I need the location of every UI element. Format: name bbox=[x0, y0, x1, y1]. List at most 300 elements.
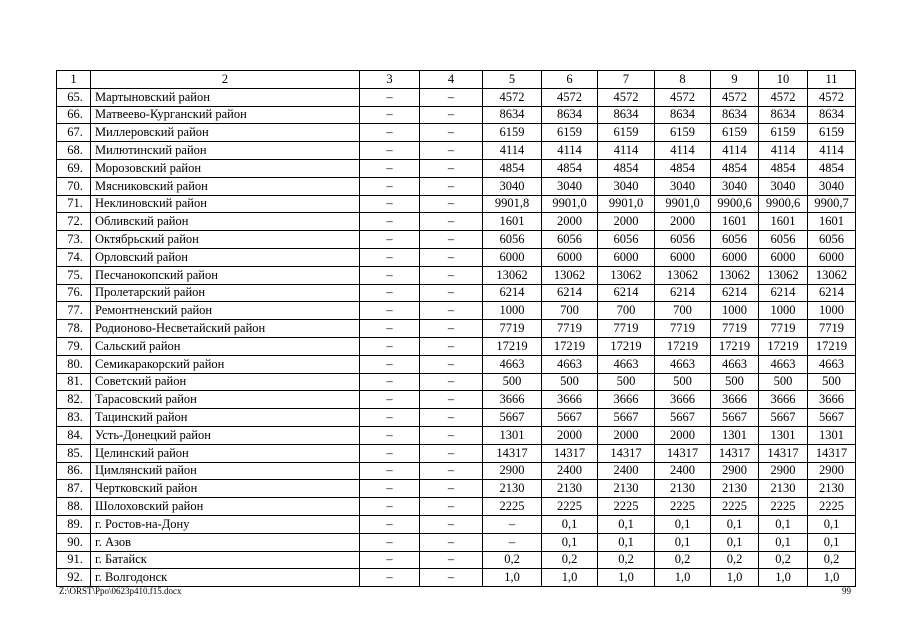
district-name-cell: Миллеровский район bbox=[91, 124, 360, 142]
value-cell: – bbox=[420, 106, 483, 124]
value-cell: – bbox=[360, 266, 420, 284]
column-header: 4 bbox=[420, 71, 483, 89]
value-cell: 14317 bbox=[598, 444, 655, 462]
value-cell: 2000 bbox=[598, 426, 655, 444]
value-cell: 9901,8 bbox=[483, 195, 542, 213]
row-number-cell: 69. bbox=[57, 159, 91, 177]
value-cell: 0,1 bbox=[711, 515, 759, 533]
value-cell: 0,2 bbox=[655, 551, 711, 569]
value-cell: – bbox=[360, 231, 420, 249]
district-name-cell: г. Азов bbox=[91, 533, 360, 551]
value-cell: 17219 bbox=[655, 337, 711, 355]
value-cell: – bbox=[360, 177, 420, 195]
value-cell: – bbox=[360, 444, 420, 462]
value-cell: – bbox=[360, 195, 420, 213]
document-path: Z:\ORST\Ppo\0623p410.f15.docx bbox=[59, 586, 182, 596]
value-cell: 3040 bbox=[711, 177, 759, 195]
value-cell: 0,2 bbox=[542, 551, 598, 569]
value-cell: 0,1 bbox=[759, 533, 808, 551]
district-name-cell: Чертковский район bbox=[91, 480, 360, 498]
value-cell: 1,0 bbox=[598, 569, 655, 587]
value-cell: 14317 bbox=[542, 444, 598, 462]
value-cell: 9900,7 bbox=[808, 195, 856, 213]
district-name-cell: Родионово-Несветайский район bbox=[91, 320, 360, 338]
value-cell: 4663 bbox=[655, 355, 711, 373]
value-cell: – bbox=[360, 426, 420, 444]
column-header: 11 bbox=[808, 71, 856, 89]
value-cell: 13062 bbox=[655, 266, 711, 284]
value-cell: 2225 bbox=[711, 498, 759, 516]
value-cell: – bbox=[360, 391, 420, 409]
value-cell: 500 bbox=[483, 373, 542, 391]
row-number-cell: 88. bbox=[57, 498, 91, 516]
table-row bbox=[57, 302, 856, 320]
value-cell: 700 bbox=[655, 302, 711, 320]
value-cell: 7719 bbox=[711, 320, 759, 338]
value-cell: 2130 bbox=[759, 480, 808, 498]
value-cell: 1301 bbox=[759, 426, 808, 444]
value-cell: 4854 bbox=[483, 159, 542, 177]
district-name-cell: Обливский район bbox=[91, 213, 360, 231]
value-cell: 4114 bbox=[711, 142, 759, 160]
value-cell: 1000 bbox=[808, 302, 856, 320]
header-row bbox=[57, 71, 856, 89]
value-cell: – bbox=[420, 533, 483, 551]
value-cell: – bbox=[483, 515, 542, 533]
table-row bbox=[57, 498, 856, 516]
table-row bbox=[57, 355, 856, 373]
row-number-cell: 68. bbox=[57, 142, 91, 160]
value-cell: 2000 bbox=[655, 426, 711, 444]
district-name-cell: Шолоховский район bbox=[91, 498, 360, 516]
row-number-cell: 71. bbox=[57, 195, 91, 213]
value-cell: – bbox=[420, 426, 483, 444]
table-row bbox=[57, 320, 856, 338]
value-cell: 17219 bbox=[808, 337, 856, 355]
table-row bbox=[57, 88, 856, 106]
row-number-cell: 77. bbox=[57, 302, 91, 320]
value-cell: – bbox=[360, 248, 420, 266]
value-cell: – bbox=[420, 320, 483, 338]
value-cell: 2400 bbox=[598, 462, 655, 480]
value-cell: 500 bbox=[655, 373, 711, 391]
value-cell: 7719 bbox=[655, 320, 711, 338]
value-cell: – bbox=[420, 444, 483, 462]
value-cell: 4572 bbox=[598, 88, 655, 106]
district-name-cell: Цимлянский район bbox=[91, 462, 360, 480]
value-cell: 4854 bbox=[808, 159, 856, 177]
district-name-cell: г. Ростов-на-Дону bbox=[91, 515, 360, 533]
value-cell: 4114 bbox=[808, 142, 856, 160]
value-cell: 0,1 bbox=[598, 533, 655, 551]
value-cell: 500 bbox=[711, 373, 759, 391]
row-number-cell: 78. bbox=[57, 320, 91, 338]
district-name-cell: г. Батайск bbox=[91, 551, 360, 569]
value-cell: – bbox=[420, 337, 483, 355]
value-cell: 1601 bbox=[711, 213, 759, 231]
value-cell: 0,1 bbox=[759, 515, 808, 533]
value-cell: 6159 bbox=[655, 124, 711, 142]
value-cell: – bbox=[420, 355, 483, 373]
column-header: 3 bbox=[360, 71, 420, 89]
value-cell: 5667 bbox=[598, 409, 655, 427]
value-cell: 6056 bbox=[808, 231, 856, 249]
table-row bbox=[57, 124, 856, 142]
value-cell: 9901,0 bbox=[542, 195, 598, 213]
value-cell: 4663 bbox=[483, 355, 542, 373]
value-cell: 1,0 bbox=[483, 569, 542, 587]
value-cell: 6000 bbox=[542, 248, 598, 266]
value-cell: 6214 bbox=[483, 284, 542, 302]
value-cell: 2225 bbox=[542, 498, 598, 516]
row-number-cell: 92. bbox=[57, 569, 91, 587]
value-cell: 1,0 bbox=[808, 569, 856, 587]
value-cell: 4114 bbox=[655, 142, 711, 160]
value-cell: – bbox=[420, 142, 483, 160]
value-cell: 6000 bbox=[598, 248, 655, 266]
value-cell: – bbox=[420, 284, 483, 302]
district-name-cell: Сальский район bbox=[91, 337, 360, 355]
value-cell: 1601 bbox=[808, 213, 856, 231]
row-number-cell: 72. bbox=[57, 213, 91, 231]
value-cell: 0,1 bbox=[655, 515, 711, 533]
row-number-cell: 91. bbox=[57, 551, 91, 569]
value-cell: 17219 bbox=[542, 337, 598, 355]
value-cell: 4572 bbox=[808, 88, 856, 106]
value-cell: 0,2 bbox=[483, 551, 542, 569]
district-name-cell: Милютинский район bbox=[91, 142, 360, 160]
row-number-cell: 87. bbox=[57, 480, 91, 498]
value-cell: – bbox=[420, 462, 483, 480]
table-row bbox=[57, 337, 856, 355]
value-cell: – bbox=[360, 302, 420, 320]
value-cell: – bbox=[420, 515, 483, 533]
value-cell: 13062 bbox=[808, 266, 856, 284]
column-header: 9 bbox=[711, 71, 759, 89]
value-cell: 3040 bbox=[759, 177, 808, 195]
value-cell: 2130 bbox=[542, 480, 598, 498]
value-cell: 0,1 bbox=[542, 533, 598, 551]
value-cell: 6159 bbox=[808, 124, 856, 142]
value-cell: 3040 bbox=[483, 177, 542, 195]
value-cell: 1000 bbox=[711, 302, 759, 320]
value-cell: 14317 bbox=[655, 444, 711, 462]
value-cell: – bbox=[360, 533, 420, 551]
column-header: 1 bbox=[57, 71, 91, 89]
value-cell: 4854 bbox=[598, 159, 655, 177]
value-cell: 6214 bbox=[542, 284, 598, 302]
value-cell: 4572 bbox=[655, 88, 711, 106]
value-cell: 7719 bbox=[759, 320, 808, 338]
district-name-cell: Мартыновский район bbox=[91, 88, 360, 106]
value-cell: 2000 bbox=[542, 426, 598, 444]
value-cell: 0,2 bbox=[808, 551, 856, 569]
value-cell: 5667 bbox=[711, 409, 759, 427]
value-cell: – bbox=[360, 462, 420, 480]
row-number-cell: 67. bbox=[57, 124, 91, 142]
value-cell: 2225 bbox=[655, 498, 711, 516]
table-row bbox=[57, 409, 856, 427]
value-cell: 3040 bbox=[808, 177, 856, 195]
value-cell: – bbox=[420, 159, 483, 177]
table-body bbox=[57, 88, 856, 586]
value-cell: 0,2 bbox=[711, 551, 759, 569]
value-cell: 6000 bbox=[483, 248, 542, 266]
value-cell: – bbox=[360, 284, 420, 302]
value-cell: 7719 bbox=[598, 320, 655, 338]
value-cell: 2900 bbox=[483, 462, 542, 480]
value-cell: 8634 bbox=[655, 106, 711, 124]
value-cell: 2400 bbox=[655, 462, 711, 480]
value-cell: 6056 bbox=[711, 231, 759, 249]
value-cell: 3666 bbox=[598, 391, 655, 409]
value-cell: – bbox=[360, 88, 420, 106]
value-cell: 6056 bbox=[759, 231, 808, 249]
value-cell: 0,1 bbox=[655, 533, 711, 551]
value-cell: – bbox=[360, 337, 420, 355]
row-number-cell: 65. bbox=[57, 88, 91, 106]
value-cell: 3666 bbox=[808, 391, 856, 409]
value-cell: 17219 bbox=[759, 337, 808, 355]
value-cell: 6214 bbox=[711, 284, 759, 302]
value-cell: 7719 bbox=[542, 320, 598, 338]
value-cell: 4854 bbox=[711, 159, 759, 177]
value-cell: – bbox=[360, 124, 420, 142]
value-cell: 0,1 bbox=[808, 533, 856, 551]
value-cell: 6159 bbox=[759, 124, 808, 142]
value-cell: – bbox=[360, 355, 420, 373]
table-row bbox=[57, 231, 856, 249]
value-cell: – bbox=[420, 480, 483, 498]
value-cell: 4114 bbox=[483, 142, 542, 160]
value-cell: 1000 bbox=[759, 302, 808, 320]
value-cell: 500 bbox=[542, 373, 598, 391]
value-cell: 13062 bbox=[542, 266, 598, 284]
value-cell: 2225 bbox=[483, 498, 542, 516]
table-row bbox=[57, 266, 856, 284]
value-cell: 2900 bbox=[711, 462, 759, 480]
value-cell: 700 bbox=[598, 302, 655, 320]
value-cell: 9900,6 bbox=[711, 195, 759, 213]
table-row bbox=[57, 106, 856, 124]
value-cell: – bbox=[420, 373, 483, 391]
value-cell: – bbox=[483, 533, 542, 551]
value-cell: 2900 bbox=[808, 462, 856, 480]
value-cell: 2225 bbox=[598, 498, 655, 516]
value-cell: 8634 bbox=[483, 106, 542, 124]
value-cell: – bbox=[420, 391, 483, 409]
value-cell: 1301 bbox=[483, 426, 542, 444]
value-cell: – bbox=[420, 569, 483, 587]
row-number-cell: 73. bbox=[57, 231, 91, 249]
value-cell: 7719 bbox=[808, 320, 856, 338]
value-cell: 1,0 bbox=[655, 569, 711, 587]
value-cell: 2130 bbox=[655, 480, 711, 498]
district-name-cell: Тарасовский район bbox=[91, 391, 360, 409]
value-cell: 6159 bbox=[542, 124, 598, 142]
value-cell: – bbox=[360, 142, 420, 160]
value-cell: 3666 bbox=[483, 391, 542, 409]
value-cell: 2000 bbox=[542, 213, 598, 231]
district-name-cell: Семикаракорский район bbox=[91, 355, 360, 373]
value-cell: 4663 bbox=[542, 355, 598, 373]
row-number-cell: 79. bbox=[57, 337, 91, 355]
value-cell: 5667 bbox=[483, 409, 542, 427]
table-row bbox=[57, 551, 856, 569]
district-name-cell: Песчанокопский район bbox=[91, 266, 360, 284]
value-cell: 13062 bbox=[483, 266, 542, 284]
value-cell: 2130 bbox=[711, 480, 759, 498]
value-cell: 5667 bbox=[808, 409, 856, 427]
value-cell: 4572 bbox=[483, 88, 542, 106]
column-header: 5 bbox=[483, 71, 542, 89]
value-cell: 0,1 bbox=[598, 515, 655, 533]
value-cell: 2225 bbox=[759, 498, 808, 516]
value-cell: 0,2 bbox=[598, 551, 655, 569]
data-table bbox=[56, 70, 856, 587]
value-cell: 2400 bbox=[542, 462, 598, 480]
value-cell: – bbox=[360, 159, 420, 177]
value-cell: 4663 bbox=[711, 355, 759, 373]
value-cell: 1,0 bbox=[542, 569, 598, 587]
value-cell: – bbox=[420, 213, 483, 231]
value-cell: 0,1 bbox=[542, 515, 598, 533]
value-cell: 9900,6 bbox=[759, 195, 808, 213]
table-row bbox=[57, 195, 856, 213]
value-cell: 4663 bbox=[808, 355, 856, 373]
value-cell: 6000 bbox=[759, 248, 808, 266]
value-cell: 17219 bbox=[711, 337, 759, 355]
table-row bbox=[57, 426, 856, 444]
value-cell: 6056 bbox=[542, 231, 598, 249]
value-cell: 700 bbox=[542, 302, 598, 320]
value-cell: 4114 bbox=[542, 142, 598, 160]
district-name-cell: Усть-Донецкий район bbox=[91, 426, 360, 444]
district-name-cell: Ремонтненский район bbox=[91, 302, 360, 320]
row-number-cell: 89. bbox=[57, 515, 91, 533]
value-cell: 2130 bbox=[598, 480, 655, 498]
value-cell: 2000 bbox=[598, 213, 655, 231]
value-cell: 4854 bbox=[759, 159, 808, 177]
value-cell: – bbox=[420, 195, 483, 213]
row-number-cell: 90. bbox=[57, 533, 91, 551]
district-name-cell: Орловский район bbox=[91, 248, 360, 266]
value-cell: 3666 bbox=[655, 391, 711, 409]
value-cell: 4663 bbox=[598, 355, 655, 373]
district-name-cell: Неклиновский район bbox=[91, 195, 360, 213]
value-cell: 6000 bbox=[655, 248, 711, 266]
value-cell: 1301 bbox=[711, 426, 759, 444]
value-cell: 1,0 bbox=[759, 569, 808, 587]
table-row bbox=[57, 569, 856, 587]
value-cell: 2900 bbox=[759, 462, 808, 480]
table-row bbox=[57, 444, 856, 462]
table-row bbox=[57, 373, 856, 391]
row-number-cell: 86. bbox=[57, 462, 91, 480]
value-cell: 6159 bbox=[483, 124, 542, 142]
value-cell: – bbox=[420, 231, 483, 249]
value-cell: – bbox=[360, 409, 420, 427]
value-cell: 3040 bbox=[542, 177, 598, 195]
value-cell: 13062 bbox=[711, 266, 759, 284]
value-cell: 17219 bbox=[598, 337, 655, 355]
value-cell: 3666 bbox=[542, 391, 598, 409]
value-cell: 13062 bbox=[759, 266, 808, 284]
value-cell: – bbox=[420, 302, 483, 320]
value-cell: 8634 bbox=[598, 106, 655, 124]
table-row bbox=[57, 284, 856, 302]
value-cell: – bbox=[420, 177, 483, 195]
row-number-cell: 82. bbox=[57, 391, 91, 409]
value-cell: – bbox=[420, 88, 483, 106]
value-cell: 6056 bbox=[598, 231, 655, 249]
value-cell: 6214 bbox=[759, 284, 808, 302]
value-cell: – bbox=[360, 373, 420, 391]
table-row bbox=[57, 462, 856, 480]
value-cell: 1601 bbox=[483, 213, 542, 231]
value-cell: 14317 bbox=[808, 444, 856, 462]
district-name-cell: Тацинский район bbox=[91, 409, 360, 427]
table-row bbox=[57, 159, 856, 177]
district-name-cell: Мясниковский район bbox=[91, 177, 360, 195]
table-row bbox=[57, 142, 856, 160]
value-cell: 14317 bbox=[759, 444, 808, 462]
value-cell: – bbox=[360, 213, 420, 231]
value-cell: 6056 bbox=[483, 231, 542, 249]
value-cell: 2130 bbox=[808, 480, 856, 498]
value-cell: 500 bbox=[598, 373, 655, 391]
table-row bbox=[57, 533, 856, 551]
row-number-cell: 76. bbox=[57, 284, 91, 302]
column-header: 2 bbox=[91, 71, 360, 89]
value-cell: – bbox=[360, 569, 420, 587]
table-row bbox=[57, 248, 856, 266]
value-cell: 6214 bbox=[655, 284, 711, 302]
value-cell: 14317 bbox=[711, 444, 759, 462]
value-cell: 1000 bbox=[483, 302, 542, 320]
value-cell: 17219 bbox=[483, 337, 542, 355]
table-row bbox=[57, 391, 856, 409]
value-cell: 4114 bbox=[759, 142, 808, 160]
column-header: 10 bbox=[759, 71, 808, 89]
row-number-cell: 74. bbox=[57, 248, 91, 266]
value-cell: 1601 bbox=[759, 213, 808, 231]
value-cell: 4854 bbox=[655, 159, 711, 177]
value-cell: 6214 bbox=[808, 284, 856, 302]
value-cell: 3666 bbox=[759, 391, 808, 409]
district-name-cell: Советский район bbox=[91, 373, 360, 391]
value-cell: 8634 bbox=[711, 106, 759, 124]
row-number-cell: 66. bbox=[57, 106, 91, 124]
value-cell: 500 bbox=[759, 373, 808, 391]
value-cell: 1,0 bbox=[711, 569, 759, 587]
value-cell: – bbox=[420, 409, 483, 427]
value-cell: – bbox=[360, 551, 420, 569]
value-cell: 6000 bbox=[711, 248, 759, 266]
value-cell: – bbox=[360, 320, 420, 338]
value-cell: 0,2 bbox=[759, 551, 808, 569]
value-cell: – bbox=[420, 266, 483, 284]
value-cell: 4572 bbox=[759, 88, 808, 106]
row-number-cell: 84. bbox=[57, 426, 91, 444]
value-cell: 6000 bbox=[808, 248, 856, 266]
column-header: 8 bbox=[655, 71, 711, 89]
value-cell: 4854 bbox=[542, 159, 598, 177]
value-cell: 6159 bbox=[598, 124, 655, 142]
district-name-cell: Морозовский район bbox=[91, 159, 360, 177]
row-number-cell: 80. bbox=[57, 355, 91, 373]
table-row bbox=[57, 480, 856, 498]
